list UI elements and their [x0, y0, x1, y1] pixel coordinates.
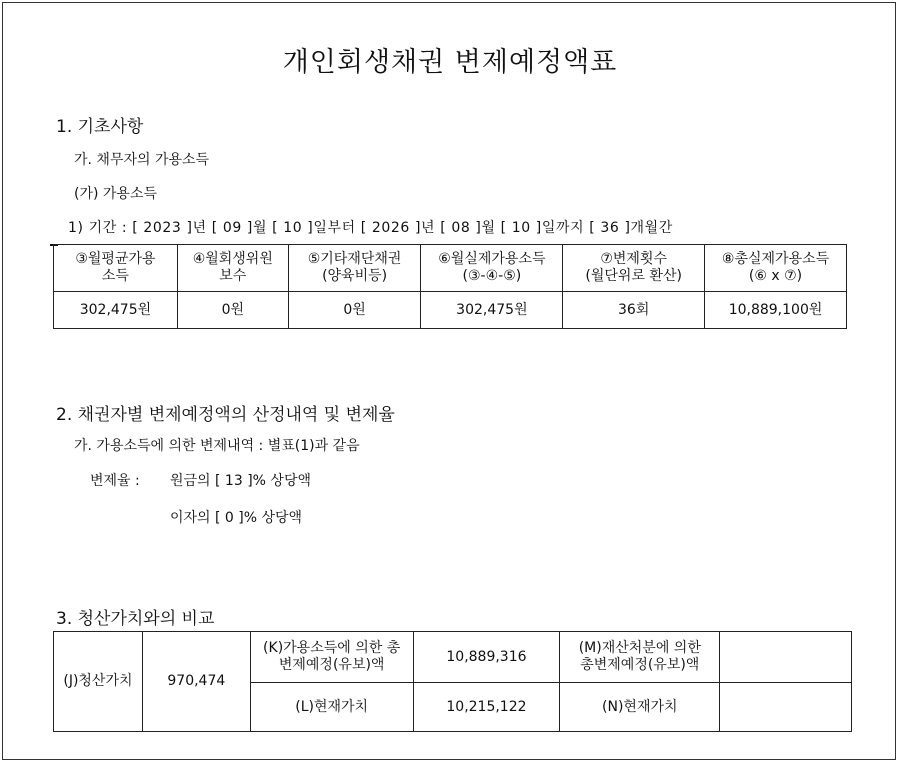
section1-heading: 1. 기초사항	[56, 117, 144, 137]
section2-heading: 2. 채권자별 변제예정액의 산정내역 및 변제율	[56, 405, 395, 425]
n-present-value-label: (N)현재가치	[560, 683, 720, 732]
interest-rate: 이자의 [ 0 ]% 상당액	[170, 510, 303, 526]
section1-available-income: (가) 가용소득	[74, 186, 157, 202]
header-trustee-fee: ④월회생위원 보수	[177, 245, 288, 292]
repayment-rate-label: 변제율 :	[90, 473, 140, 489]
liquidation-value-label: (J)청산가치	[54, 632, 143, 732]
repayment-period: 1) 기간 : [ 2023 ]년 [ 09 ]월 [ 10 ]일부터 [ 2026 ]년 [ 08 ]월 [ 10 ]일까지 [ 36 ]개월간	[68, 220, 673, 236]
principal-rate: 원금의 [ 13 ]% 상당액	[170, 473, 311, 489]
income-table-value-row	[54, 292, 847, 329]
comparison-table	[53, 631, 852, 732]
value-monthly-actual-income: 302,475원	[421, 292, 563, 329]
header-repayment-count: ⑦변제횟수 (월단위로 환산)	[563, 245, 705, 292]
l-present-value-label: (L)현재가치	[250, 683, 413, 732]
header-other-claims: ⑤기타재단채권 (양육비등)	[288, 245, 421, 292]
comparison-row-1	[54, 632, 852, 683]
header-monthly-actual-income: ⑥월실제가용소득 (③-④-⑤)	[421, 245, 563, 292]
section3-heading: 3. 청산가치와의 비교	[56, 609, 215, 629]
header-monthly-avg-income: ③월평균가용 소득	[54, 245, 178, 292]
m-property-disposal-label: (M)재산처분에 의한 총변제예정(유보)액	[560, 632, 720, 683]
value-total-actual-income: 10,889,100원	[705, 292, 847, 329]
value-other-claims: 0원	[288, 292, 421, 329]
k-total-repayment-label: (K)가용소득에 의한 총 변제예정(유보)액	[250, 632, 413, 683]
income-table	[53, 244, 847, 329]
l-present-value: 10,215,122	[413, 683, 560, 732]
value-trustee-fee: 0원	[177, 292, 288, 329]
section1-sub-ga: 가. 채무자의 가용소득	[74, 152, 210, 168]
k-total-repayment-value: 10,889,316	[413, 632, 560, 683]
liquidation-value: 970,474	[142, 632, 250, 732]
value-monthly-avg-income: 302,475원	[54, 292, 178, 329]
value-repayment-count: 36회	[563, 292, 705, 329]
n-present-value	[720, 683, 852, 732]
header-total-actual-income: ⑧총실제가용소득 (⑥ x ⑦)	[705, 245, 847, 292]
document-title: 개인회생채권 변제예정액표	[282, 47, 618, 78]
income-table-header-row	[54, 245, 847, 292]
section2-sub-ga: 가. 가용소득에 의한 변제내역 : 별표(1)과 같음	[74, 438, 360, 454]
m-property-disposal-value	[720, 632, 852, 683]
